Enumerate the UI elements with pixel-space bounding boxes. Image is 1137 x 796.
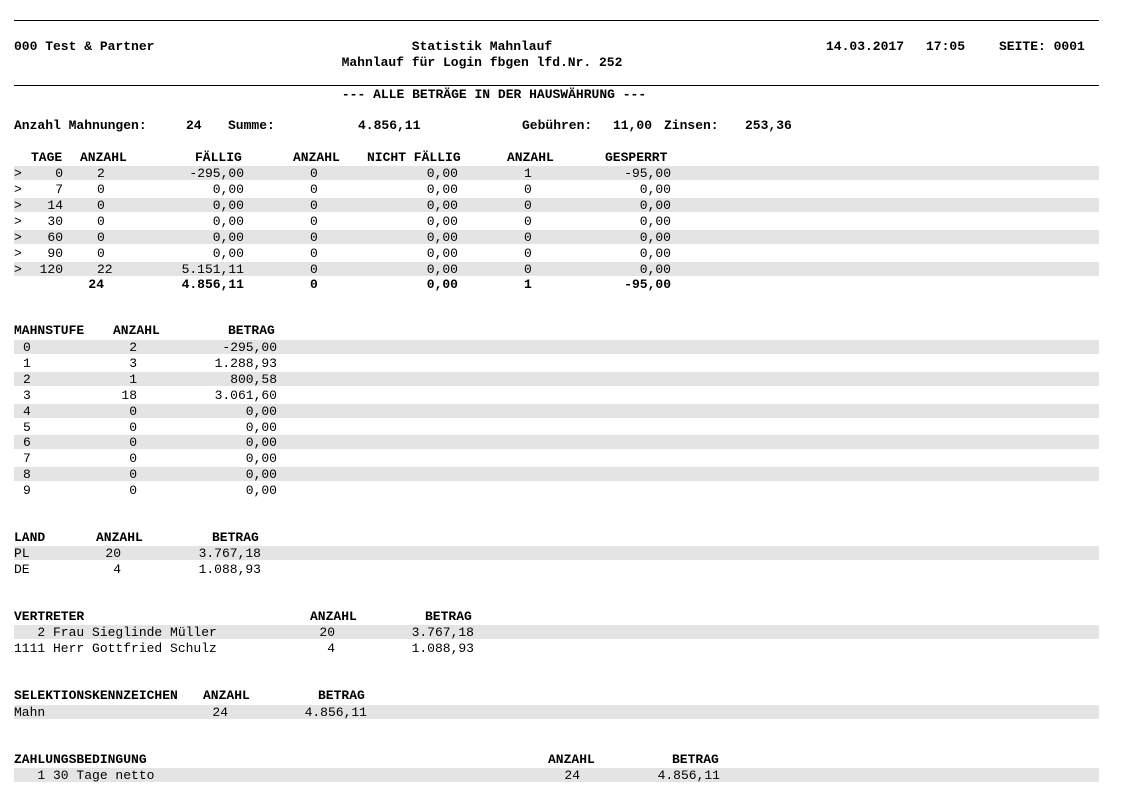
levels-row-level: 8 — [23, 467, 31, 483]
levels-row-level: 7 — [23, 451, 31, 467]
terms-header-name: ZAHLUNGSBEDINGUNG — [14, 752, 147, 767]
countries-row-amount: 1.088,93 — [198, 562, 261, 577]
interest-value: 253,36 — [745, 118, 792, 133]
aging-row-count-due: 22 — [97, 262, 113, 277]
aging-row-days: 0 — [55, 166, 63, 181]
levels-row-amount: -295,00 — [222, 340, 277, 355]
levels-row-count: 2 — [129, 340, 137, 355]
aging-header-count-due: ANZAHL — [80, 150, 127, 165]
levels-row-level: 4 — [23, 403, 31, 419]
row-band — [14, 467, 1099, 481]
aging-header-count-blocked: ANZAHL — [507, 150, 554, 165]
selection-header-name: SELEKTIONSKENNZEICHEN — [14, 688, 178, 703]
agents-row-amount: 3.767,18 — [411, 625, 474, 640]
levels-row-amount: 0,00 — [245, 483, 277, 499]
agents-header-count: ANZAHL — [310, 609, 357, 624]
selection-header-amount: BETRAG — [318, 688, 365, 703]
aging-row-blocked: 0,00 — [639, 262, 671, 277]
aging-row-notdue: 0,00 — [426, 198, 458, 213]
levels-row-count: 18 — [121, 387, 137, 403]
agents-row-count: 20 — [319, 625, 335, 640]
agents-row-count: 4 — [327, 641, 335, 656]
countries-row-name: DE — [14, 562, 30, 577]
selection-header-count: ANZAHL — [203, 688, 250, 703]
count-value: 24 — [186, 118, 202, 133]
levels-row-amount: 0,00 — [245, 403, 277, 419]
aging-row-marker: > — [14, 166, 22, 181]
aging-row-count-notdue: 0 — [310, 230, 318, 245]
aging-row-count-due: 0 — [97, 182, 105, 197]
levels-row-level: 3 — [23, 387, 31, 403]
countries-row-count: 4 — [113, 562, 121, 577]
aging-row-blocked: 0,00 — [639, 198, 671, 213]
aging-row-count-blocked: 0 — [524, 198, 532, 213]
aging-row-days: 7 — [55, 182, 63, 197]
levels-row-count: 0 — [129, 435, 137, 451]
aging-row-count-notdue: 0 — [310, 246, 318, 261]
aging-row-count-blocked: 0 — [524, 182, 532, 197]
row-band — [14, 705, 1099, 719]
aging-row-count-notdue: 0 — [310, 214, 318, 229]
aging-row-due: 0,00 — [212, 230, 244, 245]
levels-row-level: 6 — [23, 435, 31, 451]
page-number: SEITE: 0001 — [999, 39, 1085, 54]
levels-row-amount: 800,58 — [230, 371, 277, 387]
aging-row-count-blocked: 0 — [524, 262, 532, 277]
aging-row-count-due: 2 — [97, 166, 105, 181]
aging-row-due: 5.151,11 — [181, 262, 244, 277]
levels-row-count: 0 — [129, 467, 137, 483]
aging-row-notdue: 0,00 — [426, 262, 458, 277]
report-date: 14.03.2017 — [826, 39, 905, 54]
top-rule — [14, 20, 1099, 21]
aging-row-count-blocked: 1 — [524, 166, 532, 181]
countries-header-amount: BETRAG — [212, 530, 259, 545]
aging-header-days: TAGE — [31, 150, 63, 165]
aging-row-marker: > — [14, 262, 22, 277]
aging-row-due: 0,00 — [212, 214, 244, 229]
levels-row-amount: 0,00 — [245, 467, 277, 483]
levels-row-level: 1 — [23, 355, 31, 371]
aging-row-days: 90 — [47, 246, 63, 261]
report-subtitle: Mahnlauf für Login fbgen lfd.Nr. 252 — [341, 55, 623, 70]
aging-row-count-blocked: 0 — [524, 230, 532, 245]
aging-row-blocked: 0,00 — [639, 182, 671, 197]
aging-row-due: 0,00 — [212, 246, 244, 261]
selection-row-amount: 4.856,11 — [304, 705, 367, 720]
levels-row-amount: 0,00 — [245, 419, 277, 435]
levels-header-amount: BETRAG — [228, 323, 275, 338]
agents-row-amount: 1.088,93 — [411, 641, 474, 656]
aging-row-notdue: 0,00 — [426, 246, 458, 261]
aging-row-due: -295,00 — [189, 166, 244, 181]
terms-header-count: ANZAHL — [548, 752, 595, 767]
aging-row-notdue: 0,00 — [426, 166, 458, 181]
aging-row-count-due: 0 — [97, 230, 105, 245]
count-label: Anzahl Mahnungen: — [14, 118, 147, 133]
row-band — [14, 372, 1099, 386]
aging-header-count-notdue: ANZAHL — [293, 150, 340, 165]
aging-row-notdue: 0,00 — [426, 214, 458, 229]
levels-row-amount: 0,00 — [245, 435, 277, 451]
countries-row-name: PL — [14, 546, 30, 561]
aging-row-count-blocked: 0 — [524, 214, 532, 229]
aging-row-marker: > — [14, 230, 22, 245]
aging-row-count-notdue: 0 — [310, 166, 318, 181]
selection-row-name: Mahn — [14, 705, 46, 720]
aging-row-count-due: 0 — [97, 246, 105, 261]
aging-header-due: FÄLLIG — [195, 150, 242, 165]
fees-label: Gebühren: — [522, 118, 593, 133]
terms-row-amount: 4.856,11 — [657, 768, 720, 783]
countries-header-name: LAND — [14, 530, 46, 545]
levels-row-level: 2 — [23, 371, 31, 387]
levels-row-amount: 0,00 — [245, 451, 277, 467]
company-name: 000 Test & Partner — [14, 39, 155, 54]
levels-header-count: ANZAHL — [113, 323, 160, 338]
levels-row-level: 5 — [23, 419, 31, 435]
terms-header-amount: BETRAG — [672, 752, 719, 767]
countries-row-amount: 3.767,18 — [198, 546, 261, 561]
aging-row-days: 14 — [47, 198, 63, 213]
aging-row-days: 60 — [47, 230, 63, 245]
levels-row-count: 1 — [129, 371, 137, 387]
aging-row-count-notdue: 0 — [310, 262, 318, 277]
aging-row-count-due: 0 — [97, 198, 105, 213]
selection-row-count: 24 — [212, 705, 228, 720]
aging-row-count-blocked: 0 — [524, 246, 532, 261]
aging-row-marker: > — [14, 214, 22, 229]
row-band — [14, 340, 1099, 354]
header-rule — [14, 85, 1099, 86]
aging-total-count-blocked: 1 — [524, 277, 532, 292]
aging-row-count-due: 0 — [97, 214, 105, 229]
levels-row-level: 9 — [23, 483, 31, 499]
terms-row-count: 24 — [564, 768, 580, 783]
aging-row-marker: > — [14, 246, 22, 261]
countries-row-count: 20 — [105, 546, 121, 561]
sum-value: 4.856,11 — [358, 118, 421, 133]
aging-row-days: 30 — [47, 214, 63, 229]
agents-row-name: 2 Frau Sieglinde Müller — [14, 625, 217, 640]
row-band — [14, 435, 1099, 449]
aging-row-blocked: 0,00 — [639, 230, 671, 245]
aging-row-blocked: -95,00 — [624, 166, 671, 181]
levels-row-count: 0 — [129, 483, 137, 499]
sum-label: Summe: — [228, 118, 275, 133]
countries-header-count: ANZAHL — [96, 530, 143, 545]
interest-label: Zinsen: — [664, 118, 719, 133]
aging-row-blocked: 0,00 — [639, 214, 671, 229]
row-band — [14, 404, 1099, 418]
levels-row-count: 0 — [129, 403, 137, 419]
levels-header-level: MAHNSTUFE — [14, 323, 85, 338]
terms-row-name: 1 30 Tage netto — [14, 768, 155, 783]
agents-row-name: 1111 Herr Gottfried Schulz — [14, 641, 217, 656]
aging-row-due: 0,00 — [212, 182, 244, 197]
aging-total-count-due: 24 — [88, 277, 104, 292]
agents-header-name: VERTRETER — [14, 609, 85, 624]
levels-row-level: 0 — [23, 340, 31, 355]
aging-header-blocked: GESPERRT — [605, 150, 668, 165]
levels-row-count: 0 — [129, 419, 137, 435]
currency-note: --- ALLE BETRÄGE IN DER HAUSWÄHRUNG --- — [341, 87, 647, 102]
aging-row-notdue: 0,00 — [426, 182, 458, 197]
report-time: 17:05 — [926, 39, 966, 54]
aging-row-count-notdue: 0 — [310, 198, 318, 213]
levels-row-amount: 3.061,60 — [214, 387, 277, 403]
aging-row-days: 120 — [39, 262, 63, 277]
aging-total-count-notdue: 0 — [310, 277, 318, 292]
aging-header-notdue: NICHT FÄLLIG — [367, 150, 461, 165]
aging-total-blocked: -95,00 — [624, 277, 671, 292]
aging-row-marker: > — [14, 182, 22, 197]
fees-value: 11,00 — [613, 118, 653, 133]
levels-row-amount: 1.288,93 — [214, 355, 277, 371]
aging-total-due: 4.856,11 — [181, 277, 244, 292]
levels-row-count: 0 — [129, 451, 137, 467]
aging-row-count-notdue: 0 — [310, 182, 318, 197]
levels-row-count: 3 — [129, 355, 137, 371]
aging-total-notdue: 0,00 — [426, 277, 458, 292]
agents-header-amount: BETRAG — [425, 609, 472, 624]
aging-row-notdue: 0,00 — [426, 230, 458, 245]
report-title: Statistik Mahnlauf — [411, 39, 553, 54]
aging-row-marker: > — [14, 198, 22, 213]
aging-row-due: 0,00 — [212, 198, 244, 213]
aging-row-blocked: 0,00 — [639, 246, 671, 261]
